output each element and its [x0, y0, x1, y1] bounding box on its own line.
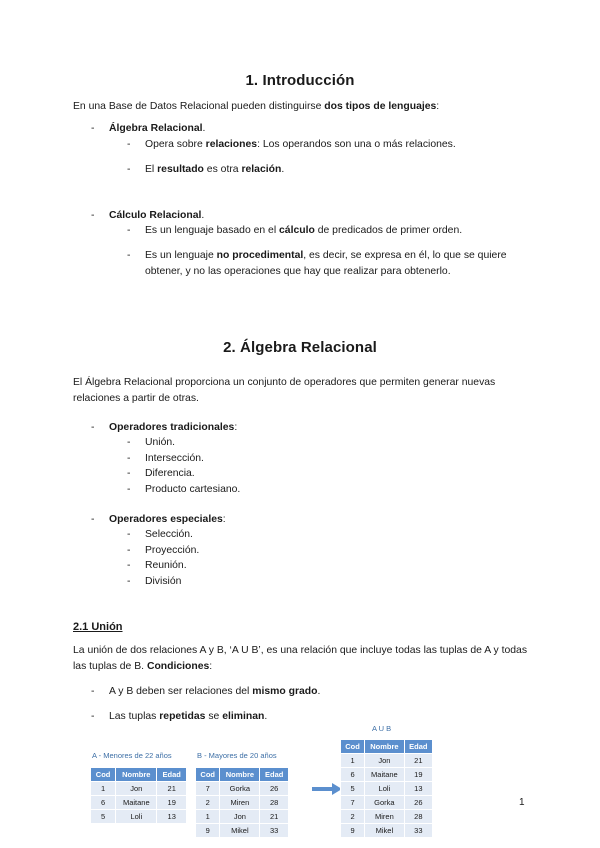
table-cell: 21 [157, 782, 187, 796]
list-item: Diferencia. [145, 468, 195, 479]
table-cell: 9 [196, 824, 220, 838]
column-header: Cod [341, 740, 365, 754]
column-header: Cod [196, 768, 220, 782]
bullet-dash: - [91, 711, 95, 722]
list-item: Unión. [145, 437, 176, 448]
table-a-caption: A - Menores de 22 años [92, 751, 172, 760]
table-cell: 26 [404, 796, 432, 810]
table-cell: Jon [365, 754, 405, 768]
table-cell: 21 [404, 754, 432, 768]
table-cell: 7 [341, 796, 365, 810]
page-number: 1 [519, 797, 525, 808]
table-cell: Loli [116, 810, 157, 824]
section-1-title: 1. Introducción [245, 72, 355, 89]
column-header: Edad [157, 768, 187, 782]
sub-bullet-dash: - [127, 250, 131, 261]
section-2-title: 2. Álgebra Relacional [223, 339, 377, 356]
list-item: Reunión. [145, 560, 187, 571]
table-cell: 6 [341, 768, 365, 782]
bullet-dash: - [91, 210, 95, 221]
table-cell: 1 [196, 810, 220, 824]
table-row [196, 824, 289, 838]
table-cell: 28 [404, 810, 432, 824]
table-cell: 13 [404, 782, 432, 796]
table-cell: Mikel [365, 824, 405, 838]
table-cell: Miren [220, 796, 260, 810]
sub-bullet-dash: - [127, 560, 131, 571]
algebra-point-2: El resultado es otra relación. [145, 164, 285, 175]
list-item: Proyección. [145, 545, 200, 556]
table-cell: 21 [260, 810, 289, 824]
table-cell: 6 [91, 796, 116, 810]
tradicionales-heading: Operadores tradicionales: [109, 422, 238, 433]
sub-bullet-dash: - [127, 529, 131, 540]
table-row [196, 782, 289, 796]
table-cell: Maitane [365, 768, 405, 782]
calculo-point-2: Es un lenguaje no procedimental, es decir, se expresa en él, lo que se quiere obtener, y no las operaciones que hay que realizar para obtenerlo. [145, 250, 507, 277]
table-cell: 33 [260, 824, 289, 838]
table-cell: 7 [196, 782, 220, 796]
table-row [341, 768, 433, 782]
table-row [196, 810, 289, 824]
table-row [341, 796, 433, 810]
sub-bullet-dash: - [127, 453, 131, 464]
table-cell: 19 [157, 796, 187, 810]
table-cell: 2 [341, 810, 365, 824]
algebra-intro-paragraph: El Álgebra Relacional proporciona un conjunto de operadores que permiten generar nuevas relaciones a partir de otras. [73, 377, 496, 404]
table-a [90, 767, 187, 824]
sub-bullet-dash: - [127, 437, 131, 448]
table-cell: 1 [91, 782, 116, 796]
table-cell: 26 [260, 782, 289, 796]
union-condition-2: Las tuplas repetidas se eliminan. [109, 711, 268, 722]
list-item: Selección. [145, 529, 193, 540]
sub-bullet-dash: - [127, 484, 131, 495]
table-b-caption: B - Mayores de 20 años [197, 751, 277, 760]
table-row [196, 796, 289, 810]
table-cell: 2 [196, 796, 220, 810]
table-cell: Jon [220, 810, 260, 824]
table-cell: 1 [341, 754, 365, 768]
bullet-dash: - [91, 514, 95, 525]
table-row [341, 754, 433, 768]
sub-bullet-dash: - [127, 576, 131, 587]
bullet-dash: - [91, 422, 95, 433]
sub-bullet-dash: - [127, 225, 131, 236]
table-cell: 28 [260, 796, 289, 810]
table-cell: 33 [404, 824, 432, 838]
table-cell: 9 [341, 824, 365, 838]
table-cell: Loli [365, 782, 405, 796]
table-cell: Maitane [116, 796, 157, 810]
column-header: Edad [404, 740, 432, 754]
algebra-point-1: Opera sobre relaciones: Los operandos son una o más relaciones. [145, 139, 456, 150]
list-item: Producto cartesiano. [145, 484, 241, 495]
column-header: Edad [260, 768, 289, 782]
column-header: Cod [91, 768, 116, 782]
column-header: Nombre [116, 768, 157, 782]
table-union [340, 739, 433, 838]
table-union-caption: A U B [372, 724, 392, 733]
algebra-heading: Álgebra Relacional. [109, 123, 206, 134]
sub-bullet-dash: - [127, 545, 131, 556]
table-row [341, 782, 433, 796]
sub-bullet-dash: - [127, 139, 131, 150]
table-row [341, 810, 433, 824]
column-header: Nombre [365, 740, 405, 754]
list-item: División [145, 576, 182, 587]
table-cell: Gorka [365, 796, 405, 810]
column-header: Nombre [220, 768, 260, 782]
table-cell: 19 [404, 768, 432, 782]
table-cell: 13 [157, 810, 187, 824]
calculo-point-1: Es un lenguaje basado en el cálculo de predicados de primer orden. [145, 225, 463, 236]
list-item: Intersección. [145, 453, 204, 464]
intro-paragraph: En una Base de Datos Relacional pueden distinguirse dos tipos de lenguajes: [73, 101, 440, 112]
union-paragraph: La unión de dos relaciones A y B, ‘A U B’, es una relación que incluye todas las tuplas de A y todas las tuplas de B. Condiciones: [73, 645, 528, 672]
table-cell: Gorka [220, 782, 260, 796]
union-condition-1: A y B deben ser relaciones del mismo grado. [109, 686, 321, 697]
table-cell: Jon [116, 782, 157, 796]
calculo-heading: Cálculo Relacional. [109, 210, 205, 221]
table-cell: Mikel [220, 824, 260, 838]
bullet-dash: - [91, 123, 95, 134]
table-cell: Miren [365, 810, 405, 824]
table-row [91, 796, 187, 810]
bullet-dash: - [91, 686, 95, 697]
especiales-heading: Operadores especiales: [109, 514, 226, 525]
table-cell: 5 [341, 782, 365, 796]
table-b [195, 767, 289, 838]
arrow-right-icon [312, 783, 342, 795]
section-2-1-title: 2.1 Unión [73, 621, 123, 633]
sub-bullet-dash: - [127, 164, 131, 175]
table-row [91, 810, 187, 824]
table-row [91, 782, 187, 796]
sub-bullet-dash: - [127, 468, 131, 479]
table-row [341, 824, 433, 838]
table-cell: 5 [91, 810, 116, 824]
